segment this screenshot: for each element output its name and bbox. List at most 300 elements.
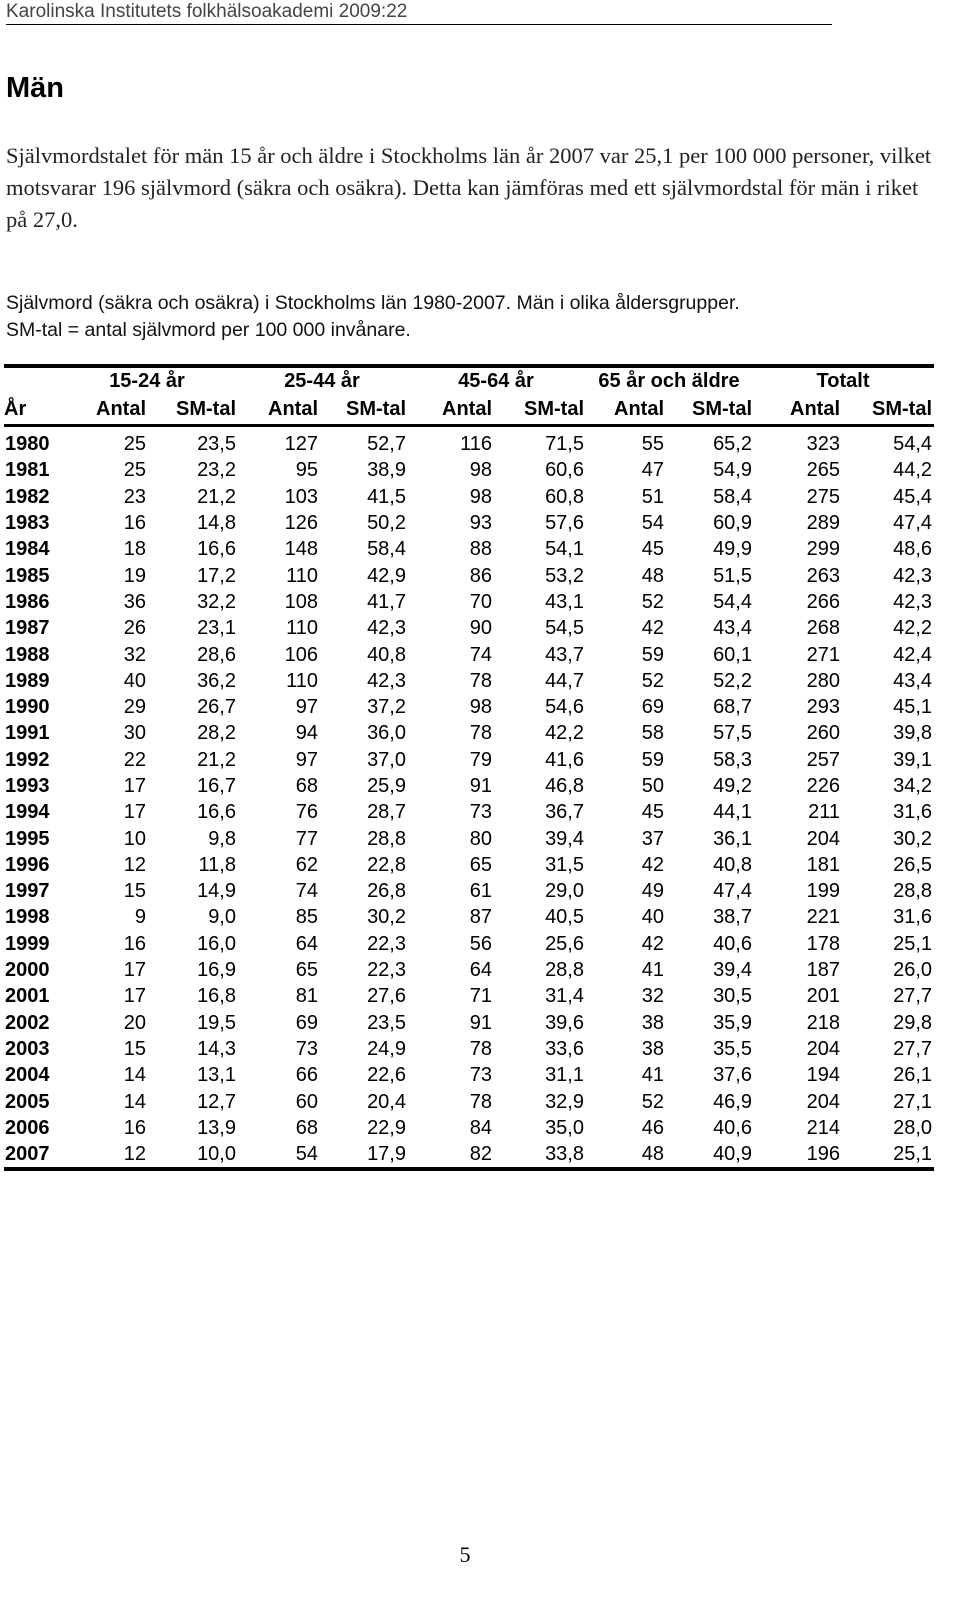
table-row [4, 747, 934, 773]
table-cell: 28,8 [545, 959, 584, 982]
table-cell-year: 2002 [5, 1011, 50, 1034]
table-cell: 54 [238, 1141, 320, 1169]
table-cell: 17,2 [197, 564, 236, 587]
table-row [4, 825, 934, 851]
table-cell: 275 [806, 485, 840, 508]
table-cell-year: 2003 [5, 1037, 50, 1060]
table-cell: 43,7 [545, 643, 584, 666]
table-cell: 42,3 [893, 564, 933, 587]
table-group-header-empty [4, 366, 58, 394]
table-cell: 84 [469, 1116, 492, 1139]
table-cell: 24,9 [367, 1037, 406, 1060]
table-cell: 58 [641, 722, 664, 745]
table-cell-year: 1985 [5, 564, 50, 587]
table-cell: 59 [641, 748, 664, 771]
table-cell: 226 [806, 775, 840, 797]
table-cell: 16,6 [197, 538, 236, 561]
table-cell: 28,2 [197, 722, 236, 745]
table-cell: 13,9 [197, 1116, 236, 1139]
table-cell: 69 [295, 1011, 318, 1034]
table-cell: 28,6 [197, 643, 236, 666]
table-row [4, 536, 934, 562]
table-column-header: Antal [58, 394, 148, 426]
page-number: 5 [459, 1542, 471, 1567]
table-cell: 73 [469, 801, 492, 824]
table-cell: 94 [295, 722, 318, 745]
table-column-header: SM-tal [842, 394, 934, 426]
table-cell: 54,4 [713, 590, 752, 613]
table-cell: 260 [806, 722, 840, 745]
table-cell: 36 [123, 590, 146, 613]
table-cell: 16,7 [197, 775, 236, 797]
table-cell: 15 [123, 880, 146, 903]
table-cell: 40 [123, 669, 146, 692]
table-cell: 32,9 [545, 1090, 584, 1113]
table-cell: 78 [469, 722, 492, 745]
table-cell: 22,6 [367, 1064, 406, 1087]
table-cell: 64 [295, 932, 318, 955]
table-cell: 29 [123, 696, 146, 719]
table-cell: 103 [284, 485, 318, 508]
table-cell: 35,9 [713, 1011, 752, 1034]
table-cell: 65 [295, 959, 318, 982]
table-cell: 74 [295, 880, 318, 903]
table-row [4, 589, 934, 615]
table-cell-year: 2001 [5, 985, 50, 1008]
table-cell-year: 1988 [5, 643, 50, 666]
table-cell: 70 [469, 590, 492, 613]
table-cell-year: 1994 [5, 801, 50, 824]
table-cell: 42,9 [367, 564, 406, 587]
table-group-header: 65 år och äldre [586, 366, 754, 394]
table-cell: 23,5 [197, 433, 236, 456]
table-cell: 30,2 [367, 906, 406, 929]
table-cell: 14 [123, 1064, 146, 1087]
table-cell: 289 [806, 512, 840, 535]
table-caption [6, 290, 936, 344]
table-cell: 82 [408, 1141, 494, 1169]
table-column-header: SM-tal [494, 394, 586, 426]
table-cell: 9,8 [208, 827, 236, 850]
table-caption-line-1: Självmord (säkra och osäkra) i Stockholms län 1980-2007. Män i olika åldersgrupper. [6, 292, 740, 314]
table-cell: 178 [806, 932, 840, 955]
table-cell: 17 [123, 959, 146, 982]
table-cell: 110 [286, 669, 318, 692]
table-cell: 16,8 [197, 985, 236, 1008]
table-cell: 31,5 [545, 853, 584, 876]
table-cell: 22 [123, 748, 146, 771]
table-cell: 42 [641, 853, 664, 876]
table-cell: 40 [641, 906, 664, 929]
table-cell: 28,8 [367, 827, 406, 850]
table-cell: 204 [806, 827, 840, 850]
table-cell: 16,9 [197, 959, 236, 982]
table-cell: 17 [123, 775, 146, 797]
table-row [4, 1115, 934, 1141]
table-cell: 40,8 [367, 643, 406, 666]
table-cell: 268 [806, 617, 840, 640]
page-title: Män [6, 72, 64, 104]
table-cell: 52,7 [367, 433, 406, 456]
table-cell-year: 1987 [5, 617, 50, 640]
table-cell: 263 [806, 564, 840, 587]
table-cell: 88 [469, 538, 492, 561]
table-cell: 10 [123, 827, 146, 850]
table-cell: 28,7 [367, 801, 406, 824]
table-cell: 34,2 [893, 775, 933, 797]
table-row [4, 983, 934, 1009]
table-cell: 110 [286, 617, 318, 640]
table-cell: 39,8 [893, 722, 933, 745]
table-cell: 18 [123, 538, 146, 561]
table-group-header: 25-44 år [238, 366, 408, 394]
table-cell: 60,8 [545, 485, 584, 508]
table-cell-year: 2000 [5, 959, 50, 982]
table-cell: 41,6 [545, 748, 584, 771]
table-cell-year: 1996 [5, 853, 50, 876]
table-sub-header-row [4, 394, 934, 426]
table-cell-year: 1984 [5, 538, 50, 561]
table-row [4, 799, 934, 825]
table-row [4, 878, 934, 904]
table-cell: 127 [284, 433, 318, 456]
table-cell: 108 [284, 590, 318, 613]
table-cell: 42,2 [893, 617, 933, 640]
table-cell: 58,4 [367, 538, 406, 561]
table-cell: 98 [469, 459, 492, 482]
table-cell: 42,4 [893, 643, 933, 666]
table-cell: 45 [641, 801, 664, 824]
table-column-header: Antal [586, 394, 666, 426]
table-cell: 19 [123, 564, 146, 587]
table-cell: 22,3 [367, 959, 406, 982]
table-group-header: 15-24 år [58, 366, 238, 394]
intro-paragraph: Självmordstalet för män 15 år och äldre i Stockholms län år 2007 var 25,1 per 100 000 personer, vilket motsvarar 196 självmord (säkra och osäkra). Detta kan jämföras med ett självmordstal för män i riket på 27,0. [6, 143, 932, 232]
table-cell: 60,1 [713, 643, 752, 666]
table-cell: 68 [295, 1116, 318, 1139]
table-cell: 41,5 [367, 485, 406, 508]
table-cell: 52 [641, 669, 664, 692]
table-cell: 49,9 [713, 538, 752, 561]
table-cell: 16,0 [197, 932, 236, 955]
table-cell: 221 [806, 906, 840, 929]
table-cell: 78 [469, 1037, 492, 1060]
table-cell: 90 [469, 617, 492, 640]
table-cell: 55 [641, 433, 664, 456]
table-cell: 194 [806, 1064, 840, 1087]
table-cell: 43,1 [545, 590, 584, 613]
table-caption-line-2: SM-tal = antal självmord per 100 000 invånare. [6, 319, 411, 341]
table-cell: 23 [123, 485, 146, 508]
table-cell: 74 [469, 643, 492, 666]
table-column-header: Antal [754, 394, 842, 426]
table-row [4, 641, 934, 667]
table-cell: 39,4 [545, 827, 584, 850]
table-cell: 25 [123, 433, 146, 456]
table-cell: 16 [123, 512, 146, 535]
table-cell: 15 [123, 1037, 146, 1060]
table-cell: 38,7 [713, 906, 752, 929]
table-cell: 68 [295, 775, 318, 797]
table-cell: 97 [295, 748, 318, 771]
table-row [4, 457, 934, 483]
table-cell: 25,1 [893, 932, 933, 955]
table-cell: 26,5 [893, 853, 933, 876]
table-cell: 33,6 [545, 1037, 584, 1060]
table-cell: 37,2 [367, 696, 406, 719]
table-cell: 323 [806, 433, 840, 456]
table-cell: 29,0 [545, 880, 584, 903]
table-cell: 204 [806, 1090, 840, 1113]
table-cell: 54,5 [545, 617, 584, 640]
table-cell: 47 [641, 459, 664, 482]
table-cell: 64 [469, 959, 492, 982]
table-cell: 76 [295, 801, 318, 824]
table-cell: 40,6 [713, 1116, 752, 1139]
table-column-header: SM-tal [148, 394, 238, 426]
table-row [4, 426, 934, 458]
table-cell: 65,2 [713, 433, 752, 456]
table-cell-year: 1989 [5, 669, 50, 692]
table-column-header: SM-tal [320, 394, 408, 426]
table-cell: 17 [123, 801, 146, 824]
table-cell: 73 [469, 1064, 492, 1087]
table-cell: 13,1 [197, 1064, 236, 1087]
table-row [4, 1141, 934, 1169]
table-cell: 79 [469, 748, 492, 771]
table-cell-year: 2007 [4, 1141, 58, 1169]
table-cell: 31,6 [893, 906, 933, 929]
table-cell: 16 [123, 932, 146, 955]
table-cell: 42 [641, 617, 664, 640]
table-cell: 25,6 [545, 932, 584, 955]
table-cell-year: 1997 [5, 880, 50, 903]
table-cell: 43,4 [893, 669, 933, 692]
table-cell: 126 [284, 512, 318, 535]
table-cell: 60,6 [545, 459, 584, 482]
table-row [4, 773, 934, 799]
table-cell: 38 [641, 1037, 664, 1060]
table-cell: 73 [295, 1037, 318, 1060]
table-column-header-year: År [4, 394, 58, 426]
table-cell: 37,6 [713, 1064, 752, 1087]
table-cell: 32,2 [197, 590, 236, 613]
table-cell: 50 [641, 775, 664, 797]
table-cell: 62 [295, 853, 318, 876]
table-row [4, 510, 934, 536]
table-cell: 204 [806, 1037, 840, 1060]
table-cell: 17,9 [320, 1141, 408, 1169]
table-cell: 45,1 [893, 696, 933, 719]
table-cell-year: 2005 [5, 1090, 50, 1113]
table-row [4, 852, 934, 878]
table-cell-year: 1995 [5, 827, 50, 850]
table-cell: 51,5 [713, 564, 752, 587]
table-cell-year: 2004 [5, 1064, 50, 1087]
table-cell: 27,7 [893, 1037, 933, 1060]
table-cell: 45,4 [893, 485, 933, 508]
table-cell: 36,7 [545, 801, 584, 824]
table-cell: 12 [123, 853, 146, 876]
table-cell-year: 1990 [5, 696, 50, 719]
table-cell: 85 [295, 906, 318, 929]
table-cell: 52 [641, 590, 664, 613]
table-cell: 14,8 [197, 512, 236, 535]
table-cell: 16 [123, 1116, 146, 1139]
table-cell: 54,9 [713, 459, 752, 482]
table-cell: 22,9 [367, 1116, 406, 1139]
table-cell: 42,3 [367, 669, 406, 692]
table-cell: 116 [460, 433, 492, 456]
table-cell: 31,4 [545, 985, 584, 1008]
table-cell: 39,1 [893, 748, 933, 771]
table-cell: 32 [641, 985, 664, 1008]
table-cell: 20 [123, 1011, 146, 1034]
table-cell: 40,5 [545, 906, 584, 929]
table-group-header-row [4, 366, 934, 394]
table-cell: 148 [284, 538, 318, 561]
table-cell: 44,1 [713, 801, 752, 824]
table-cell: 35,0 [545, 1116, 584, 1139]
table-cell: 71,5 [545, 433, 584, 456]
table-cell-year: 2006 [5, 1116, 50, 1139]
table-row [4, 1010, 934, 1036]
table-cell: 14,3 [197, 1037, 236, 1060]
table-cell: 199 [806, 880, 840, 903]
table-cell: 29,8 [893, 1011, 933, 1034]
table-cell: 36,1 [713, 827, 752, 850]
table-cell: 69 [641, 696, 664, 719]
table-cell: 57,6 [545, 512, 584, 535]
table-cell: 271 [806, 643, 840, 666]
table-cell: 21,2 [197, 748, 236, 771]
table-cell: 54,4 [893, 433, 933, 456]
table-row [4, 484, 934, 510]
table-cell: 56 [469, 932, 492, 955]
table-cell: 39,4 [713, 959, 752, 982]
table-cell: 35,5 [713, 1037, 752, 1060]
table-cell: 187 [806, 959, 840, 982]
table-row [4, 562, 934, 588]
table-cell: 265 [806, 459, 840, 482]
table-row [4, 1062, 934, 1088]
table-cell: 91 [469, 1011, 492, 1034]
table-cell: 47,4 [713, 880, 752, 903]
table-cell: 87 [469, 906, 492, 929]
table-cell: 110 [286, 564, 318, 587]
table-cell-year: 1998 [5, 906, 50, 929]
table-cell: 98 [469, 696, 492, 719]
table-cell: 181 [806, 853, 840, 876]
table-cell: 214 [806, 1116, 840, 1139]
table-cell: 196 [754, 1141, 842, 1169]
running-header: Karolinska Institutets folkhälsoakademi 2009:22 [6, 0, 832, 25]
table-cell: 65 [469, 853, 492, 876]
table-cell: 47,4 [893, 512, 933, 535]
table-cell: 37 [641, 827, 664, 850]
table-cell: 20,4 [367, 1090, 406, 1113]
table-cell: 66 [295, 1064, 318, 1087]
table-cell: 26,7 [197, 696, 236, 719]
table-row [4, 1088, 934, 1114]
table-cell: 10,0 [148, 1141, 238, 1169]
table-cell-year: 1983 [5, 512, 50, 535]
table-cell: 54,1 [545, 538, 584, 561]
table-cell: 78 [469, 669, 492, 692]
table-cell: 26,8 [367, 880, 406, 903]
table-cell: 16,6 [197, 801, 236, 824]
table-cell: 26 [123, 617, 146, 640]
table-cell: 21,2 [197, 485, 236, 508]
table-cell: 57,5 [713, 722, 752, 745]
table-column-header: Antal [238, 394, 320, 426]
table-cell: 81 [295, 985, 318, 1008]
table-cell: 40,9 [666, 1141, 754, 1169]
table-cell: 59 [641, 643, 664, 666]
table-cell: 218 [806, 1011, 840, 1034]
table-cell: 11,8 [198, 853, 236, 876]
table-cell: 58,4 [713, 485, 752, 508]
table-cell: 27,6 [367, 985, 406, 1008]
table-cell: 26,0 [893, 959, 933, 982]
table-cell-year: 1991 [5, 722, 50, 745]
table-cell: 42 [641, 932, 664, 955]
table-row [4, 720, 934, 746]
table-cell: 46,9 [713, 1090, 752, 1113]
table-cell: 38 [641, 1011, 664, 1034]
table-cell: 48 [641, 564, 664, 587]
table-cell: 52 [641, 1090, 664, 1113]
table-cell: 27,1 [893, 1090, 933, 1113]
table-cell: 52,2 [713, 669, 752, 692]
table-cell: 299 [806, 538, 840, 561]
table-cell: 46 [641, 1116, 664, 1139]
table-cell: 77 [295, 827, 318, 850]
table-cell: 39,6 [545, 1011, 584, 1034]
table-cell: 38,9 [367, 459, 406, 482]
table-cell: 25,1 [842, 1141, 934, 1169]
table-cell: 23,5 [367, 1011, 406, 1034]
table-cell: 71 [469, 985, 492, 1008]
table-cell: 54,6 [545, 696, 584, 719]
table-row [4, 615, 934, 641]
table-cell: 23,1 [197, 617, 236, 640]
suicide-statistics-table [4, 364, 934, 1171]
table-cell: 31,1 [545, 1064, 584, 1087]
table-cell: 257 [806, 748, 840, 771]
table-cell: 42,2 [545, 722, 584, 745]
table-body [4, 426, 934, 1170]
table-cell: 42,3 [367, 617, 406, 640]
table-cell: 33,8 [494, 1141, 586, 1169]
table-cell: 51 [641, 485, 664, 508]
table-cell: 43,4 [713, 617, 752, 640]
table-column-header: Antal [408, 394, 494, 426]
table-cell: 27,7 [893, 985, 933, 1008]
table-cell: 49 [641, 880, 664, 903]
table-cell: 58,3 [713, 748, 752, 771]
table-cell: 9,0 [208, 906, 236, 929]
table-column-header: SM-tal [666, 394, 754, 426]
table-cell: 25 [123, 459, 146, 482]
table-cell: 40,6 [713, 932, 752, 955]
table-cell: 41 [641, 1064, 664, 1087]
table-cell: 19,5 [197, 1011, 236, 1034]
table-cell: 31,6 [893, 801, 933, 824]
table-cell: 60,9 [713, 512, 752, 535]
table-group-header: 45-64 år [408, 366, 586, 394]
table-cell: 30,5 [713, 985, 752, 1008]
